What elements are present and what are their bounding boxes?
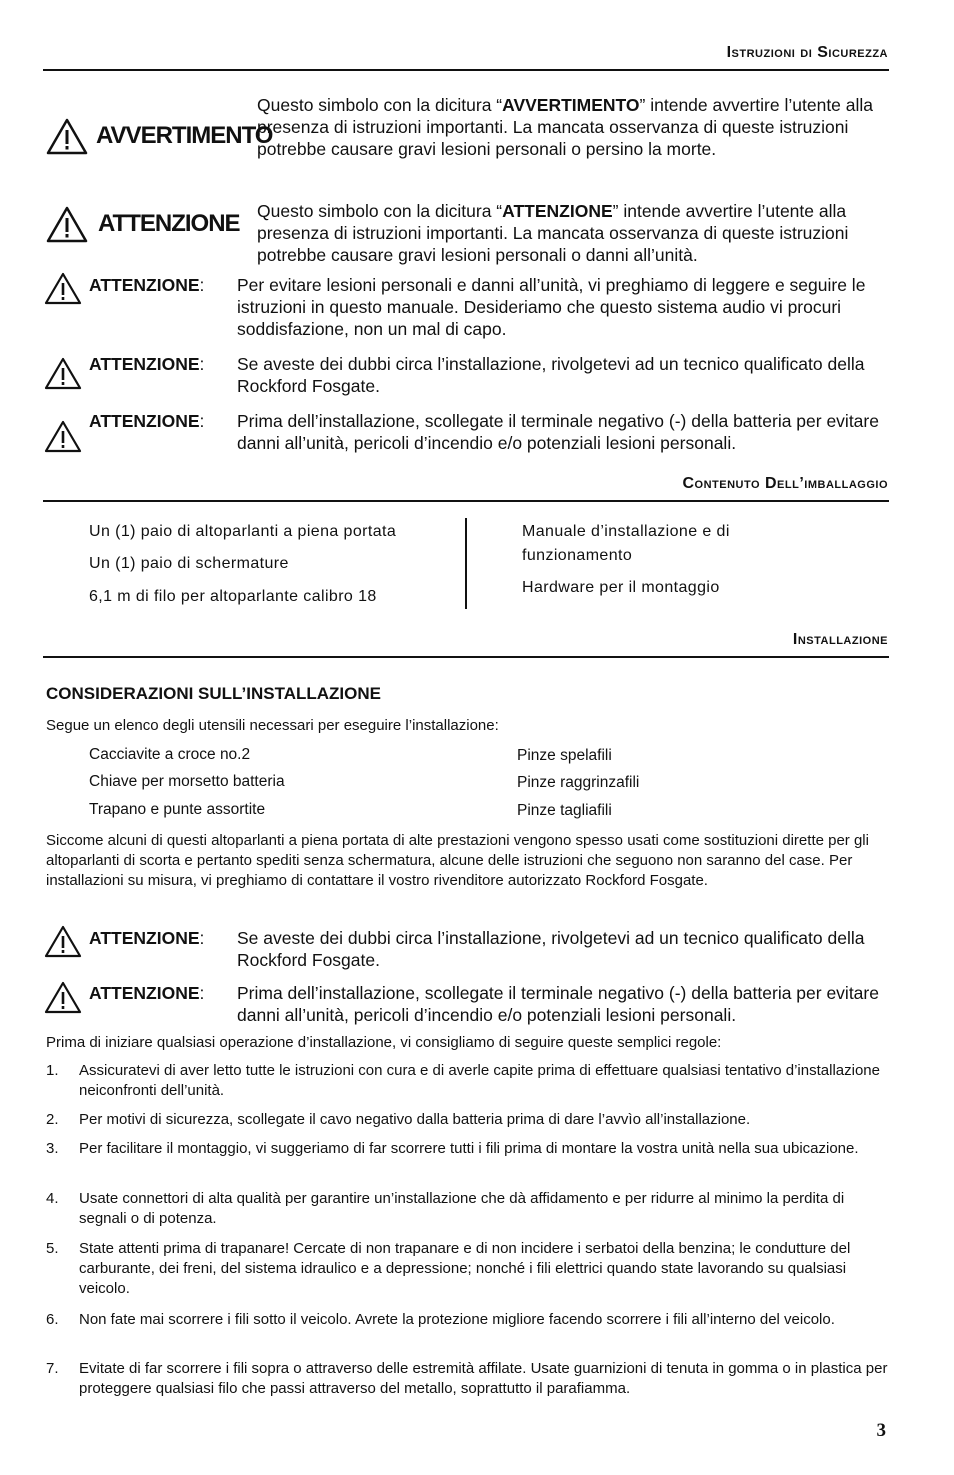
caution-text: Se aveste dei dubbi circa l’installazione, rivolgetevi ad un tecnico qualificato della Rockford Fosgate. [237,354,865,396]
list-item: Usate connettori di alta qualità per garantire un’installazione che dà affidamento e per ridurre al minimo la perdita di segnali o di potenza. [79,1190,845,1227]
list-item: Assicuratevi di aver letto tutte le istruzioni con cura e di averle capite prima di effettuare qualsiasi tentativo d’installazione neiconfronti dell’unità. [79,1062,880,1099]
caution-text: Se aveste dei dubbi circa l’installazione, rivolgetevi ad un tecnico qualificato della Rockford Fosgate. [237,928,865,970]
caution-icon [44,981,82,1014]
package-item: Un (1) paio di schermature [89,555,289,572]
attenzione-label: ATTENZIONE [98,210,240,237]
column-divider [465,518,467,609]
caution-icon [44,357,82,390]
section-title-package: Contenuto Dell’imballaggio [682,475,888,492]
package-item: 6,1 m di filo per altoparlante calibro 18 [89,588,377,605]
page-number: 3 [876,1420,886,1441]
section-title-installation: Installazione [792,631,888,648]
package-item: Un (1) paio di altoparlanti a piena portata [89,523,397,540]
list-number: 6. [46,1311,59,1328]
caution-label: ATTENZIONE: [89,354,205,374]
warning-triangle-icon [46,118,88,155]
caution-icon [44,272,82,305]
list-item: State attenti prima di trapanare! Cercate di non trapanare e di non incidere i serbatoi della benzina; le condutture del carburante, dei freni, del sistema idraulico e a depressione; nonché i fili elettrici quando state lavorando su qualsiasi veicolo. [79,1240,851,1297]
caution-icon [44,925,82,958]
tool-item: Pinze spelafili [517,747,612,764]
list-number: 1. [46,1062,59,1079]
attenzione-description: Questo simbolo con la dicitura “ATTENZIONE” intende avvertire l’utente alla presenza di istruzioni importanti. La mancata osservanza di queste istruzioni potrebbe causare gravi lesioni personali o danni all’unità. [257,201,849,265]
tool-item: Pinze raggrinzafili [517,774,640,791]
section-title-safety: Istruzioni di Sicurezza [726,44,888,61]
tool-item: Pinze tagliafili [517,802,612,819]
section-rule [43,500,889,502]
caution-text: Per evitare lesioni personali e danni all’unità, vi preghiamo di leggere e seguire le istruzioni in questo manuale. Desideriamo che questo sistema audio vi procuri soddisfazione, non un mal di capo. [237,275,866,339]
list-number: 5. [46,1240,59,1257]
caution-text: Prima dell’installazione, scollegate il terminale negativo (-) della batteria per evitare danni all’unità, pericoli d’incendio e/o potenziali lesioni personali. [237,411,879,453]
section-rule [43,69,889,71]
tool-item: Chiave per morsetto batteria [89,773,285,790]
caution-text: Prima dell’installazione, scollegate il terminale negativo (-) della batteria per evitare danni all’unità, pericoli d’incendio e/o potenziali lesioni personali. [237,983,879,1025]
rules-intro: Prima di iniziare qualsiasi operazione d’installazione, vi consigliamo di seguire queste semplici regole: [46,1034,722,1051]
package-item: Manuale d’installazione e di funzionamento [522,523,730,564]
list-item: Per facilitare il montaggio, vi suggeriamo di far scorrere tutti i fili prima di montare la vostra unità nella sua ubicazione. [79,1140,859,1157]
caution-label: ATTENZIONE: [89,411,205,431]
installation-paragraph: Siccome alcuni di questi altoparlanti a piena portata di alte prestazioni vengono spesso usati come sostituzioni dirette per gli altoparlanti di scorta e pertanto spediti senza schermatura, alcune delle istruzioni che seguono non saranno del case. Per installazioni su misura, vi preghiamo di contattare il vostro rivenditore autorizzato Rockford Fosgate. [46,832,869,889]
package-item: Hardware per il montaggio [522,579,720,596]
caution-label: ATTENZIONE: [89,928,205,948]
avvertimento-description: Questo simbolo con la dicitura “AVVERTIMENTO” intende avvertire l’utente alla presenza di istruzioni importanti. La mancata osservanza di queste istruzioni potrebbe causare gravi lesioni personali o persino la morte. [257,95,874,159]
list-item: Non fate mai scorrere i fili sotto il veicolo. Avrete la protezione migliore facendo scorrere i fili all’interno del veicolo. [79,1311,835,1328]
list-item: Evitate di far scorrere i fili sopra o attraverso delle estremità affilate. Usate guarnizioni di tenuta in gomma o in plastica per proteggere qualsiasi filo che passi attraverso del metallo, soprattutto il parafiamma. [79,1360,888,1397]
caution-triangle-icon [46,206,88,243]
avvertimento-label: AVVERTIMENTO [96,122,273,149]
list-number: 2. [46,1111,59,1128]
list-number: 4. [46,1190,59,1207]
caution-label: ATTENZIONE: [89,983,205,1003]
tools-intro: Segue un elenco degli utensili necessari per eseguire l’installazione: [46,717,499,734]
tool-item: Cacciavite a croce no.2 [89,746,251,763]
section-rule [43,656,889,658]
list-number: 7. [46,1360,59,1377]
list-item: Per motivi di sicurezza, scollegate il cavo negativo dalla batteria prima di dare l’avvìo all’installazione. [79,1111,751,1128]
caution-label: ATTENZIONE: [89,275,205,295]
list-number: 3. [46,1140,59,1157]
subheading: CONSIDERAZIONI SULL’INSTALLAZIONE [46,684,381,703]
caution-icon [44,420,82,453]
tool-item: Trapano e punte assortite [89,801,266,818]
